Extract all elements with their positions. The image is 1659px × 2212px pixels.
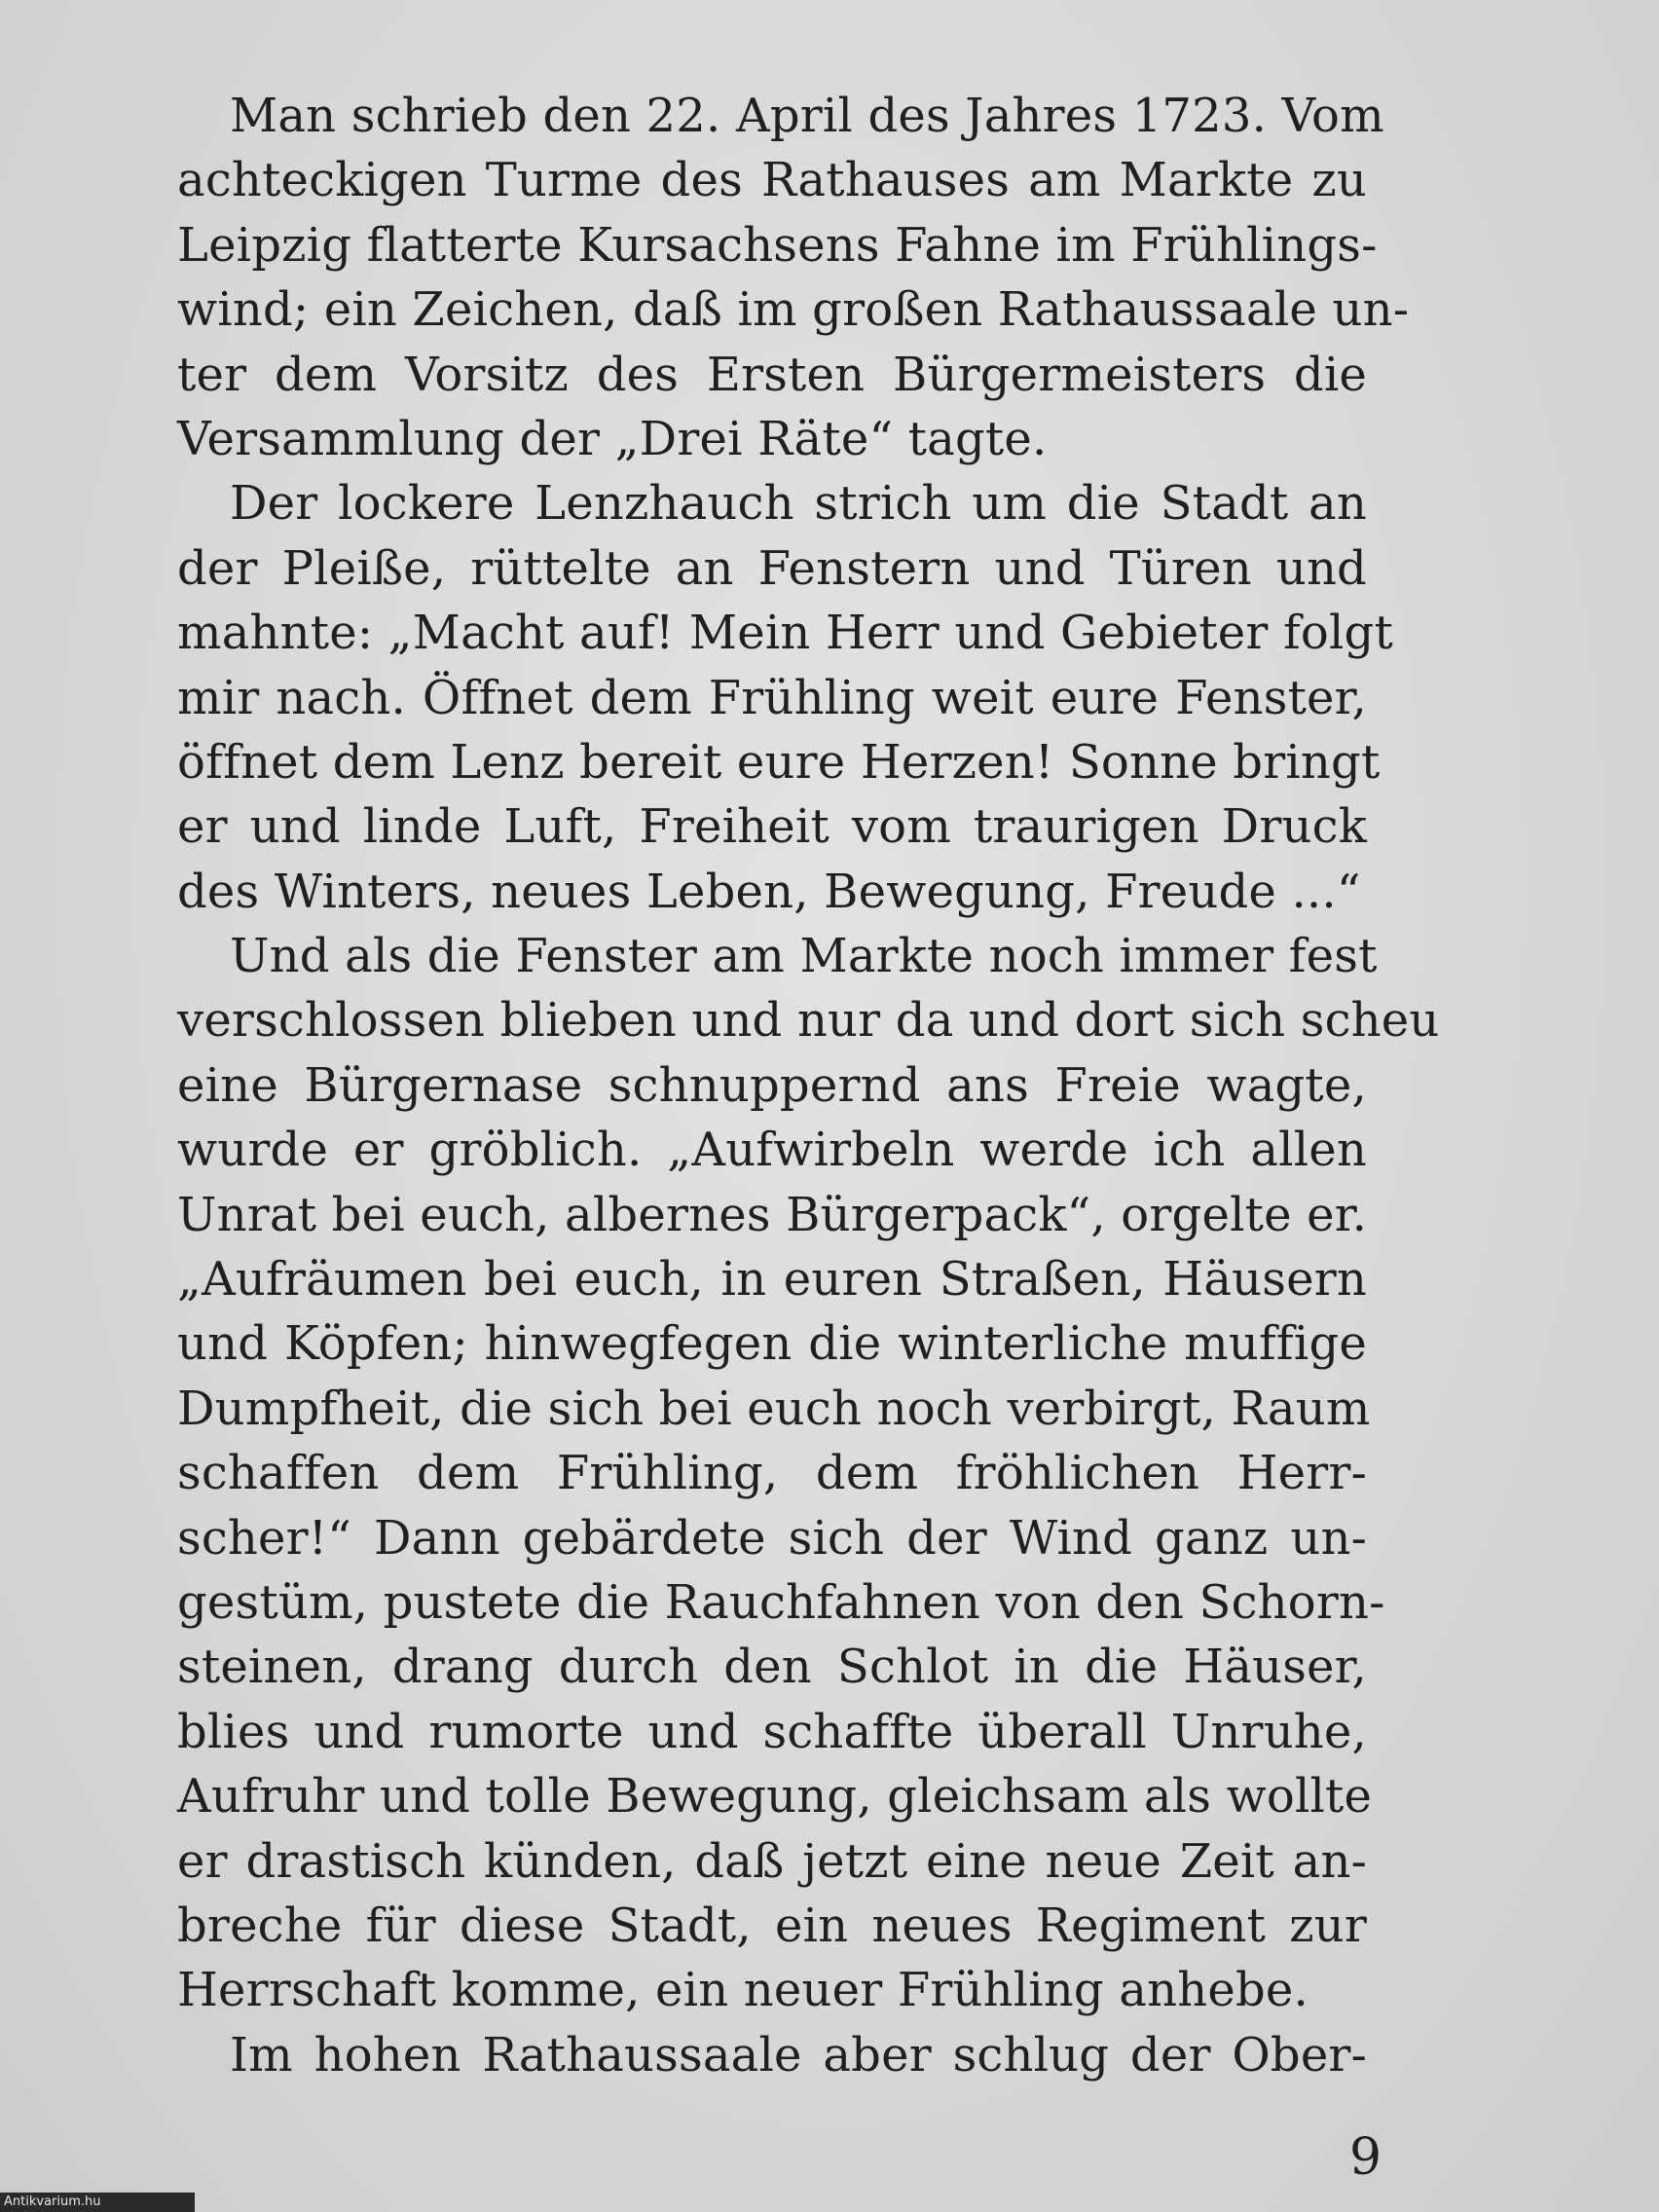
text-line: verschlossen blieben und nur da und dort sich scheu	[177, 993, 1440, 1049]
text-line: achteckigen Turme des Rathauses am Markte zu	[177, 153, 1367, 208]
text-line: ter dem Vorsitz des Ersten Bürgermeisters die	[177, 347, 1367, 402]
text-line: Unrat bei euch, albernes Bürgerpack“, orgelte er.	[177, 1187, 1368, 1242]
text-line: gestüm, pustete die Rauchfahnen von den Schorn-	[177, 1574, 1385, 1630]
text-line: Aufruhr und tolle Bewegung, gleichsam als wollte	[177, 1769, 1373, 1825]
text-line: blies und rumorte und schaffte überall Unruhe,	[177, 1704, 1367, 1759]
text-line: öffnet dem Lenz bereit eure Herzen! Sonne bringt	[177, 734, 1381, 790]
text-line: Und als die Fenster am Markte noch immer fest	[230, 929, 1378, 984]
body-text	[177, 84, 1440, 2087]
text-line: er drastisch künden, daß jetzt eine neue Zeit an-	[177, 1833, 1367, 1889]
page-number: 9	[1349, 2128, 1382, 2187]
text-line: mahnte: „Macht auf! Mein Herr und Gebieter folgt	[177, 606, 1393, 661]
text-line: mir nach. Öffnet dem Frühling weit eure Fenster,	[177, 670, 1367, 725]
text-line: Herrschaft komme, ein neuer Frühling anhebe.	[177, 1963, 1309, 2018]
text-line: Dumpfheit, die sich bei euch noch verbirgt, Raum	[177, 1381, 1371, 1436]
text-line: wurde er gröblich. „Aufwirbeln werde ich allen	[177, 1123, 1367, 1178]
text-line: breche für diese Stadt, ein neues Regiment zur	[177, 1898, 1367, 1953]
text-line: Versammlung der „Drei Räte“ tagte.	[177, 411, 1048, 466]
text-line: „Aufräumen bei euch, in euren Straßen, Häusern	[177, 1252, 1367, 1308]
text-line: schaffen dem Frühling, dem fröhlichen Herr-	[177, 1446, 1367, 1501]
text-line: Man schrieb den 22. April des Jahres 1723. Vom	[230, 89, 1384, 143]
text-line: des Winters, neues Leben, Bewegung, Freude ...“	[177, 864, 1361, 919]
text-line: Im hohen Rathaussaale aber schlug der Ober-	[230, 2027, 1367, 2083]
text-line: Leipzig flatterte Kursachsens Fahne im Frühlings-	[177, 217, 1378, 273]
text-line: steinen, drang durch den Schlot in die Häuser,	[177, 1640, 1367, 1695]
text-line: und Köpfen; hinwegfegen die winterliche muffige	[177, 1316, 1367, 1372]
text-line: er und linde Luft, Freiheit vom traurigen Druck	[177, 799, 1367, 855]
text-line: eine Bürgernase schnuppernd ans Freie wagte,	[177, 1057, 1367, 1113]
text-line: wind; ein Zeichen, daß im großen Rathaussaale un-	[177, 282, 1410, 338]
watermark: Antikvarium.hu	[0, 2193, 195, 2212]
text-line: scher!“ Dann gebärdete sich der Wind ganz un-	[177, 1510, 1367, 1566]
text-line: der Pleiße, rüttelte an Fenstern und Türen und	[177, 540, 1367, 596]
text-line: Der lockere Lenzhauch strich um die Stadt an	[230, 476, 1367, 532]
